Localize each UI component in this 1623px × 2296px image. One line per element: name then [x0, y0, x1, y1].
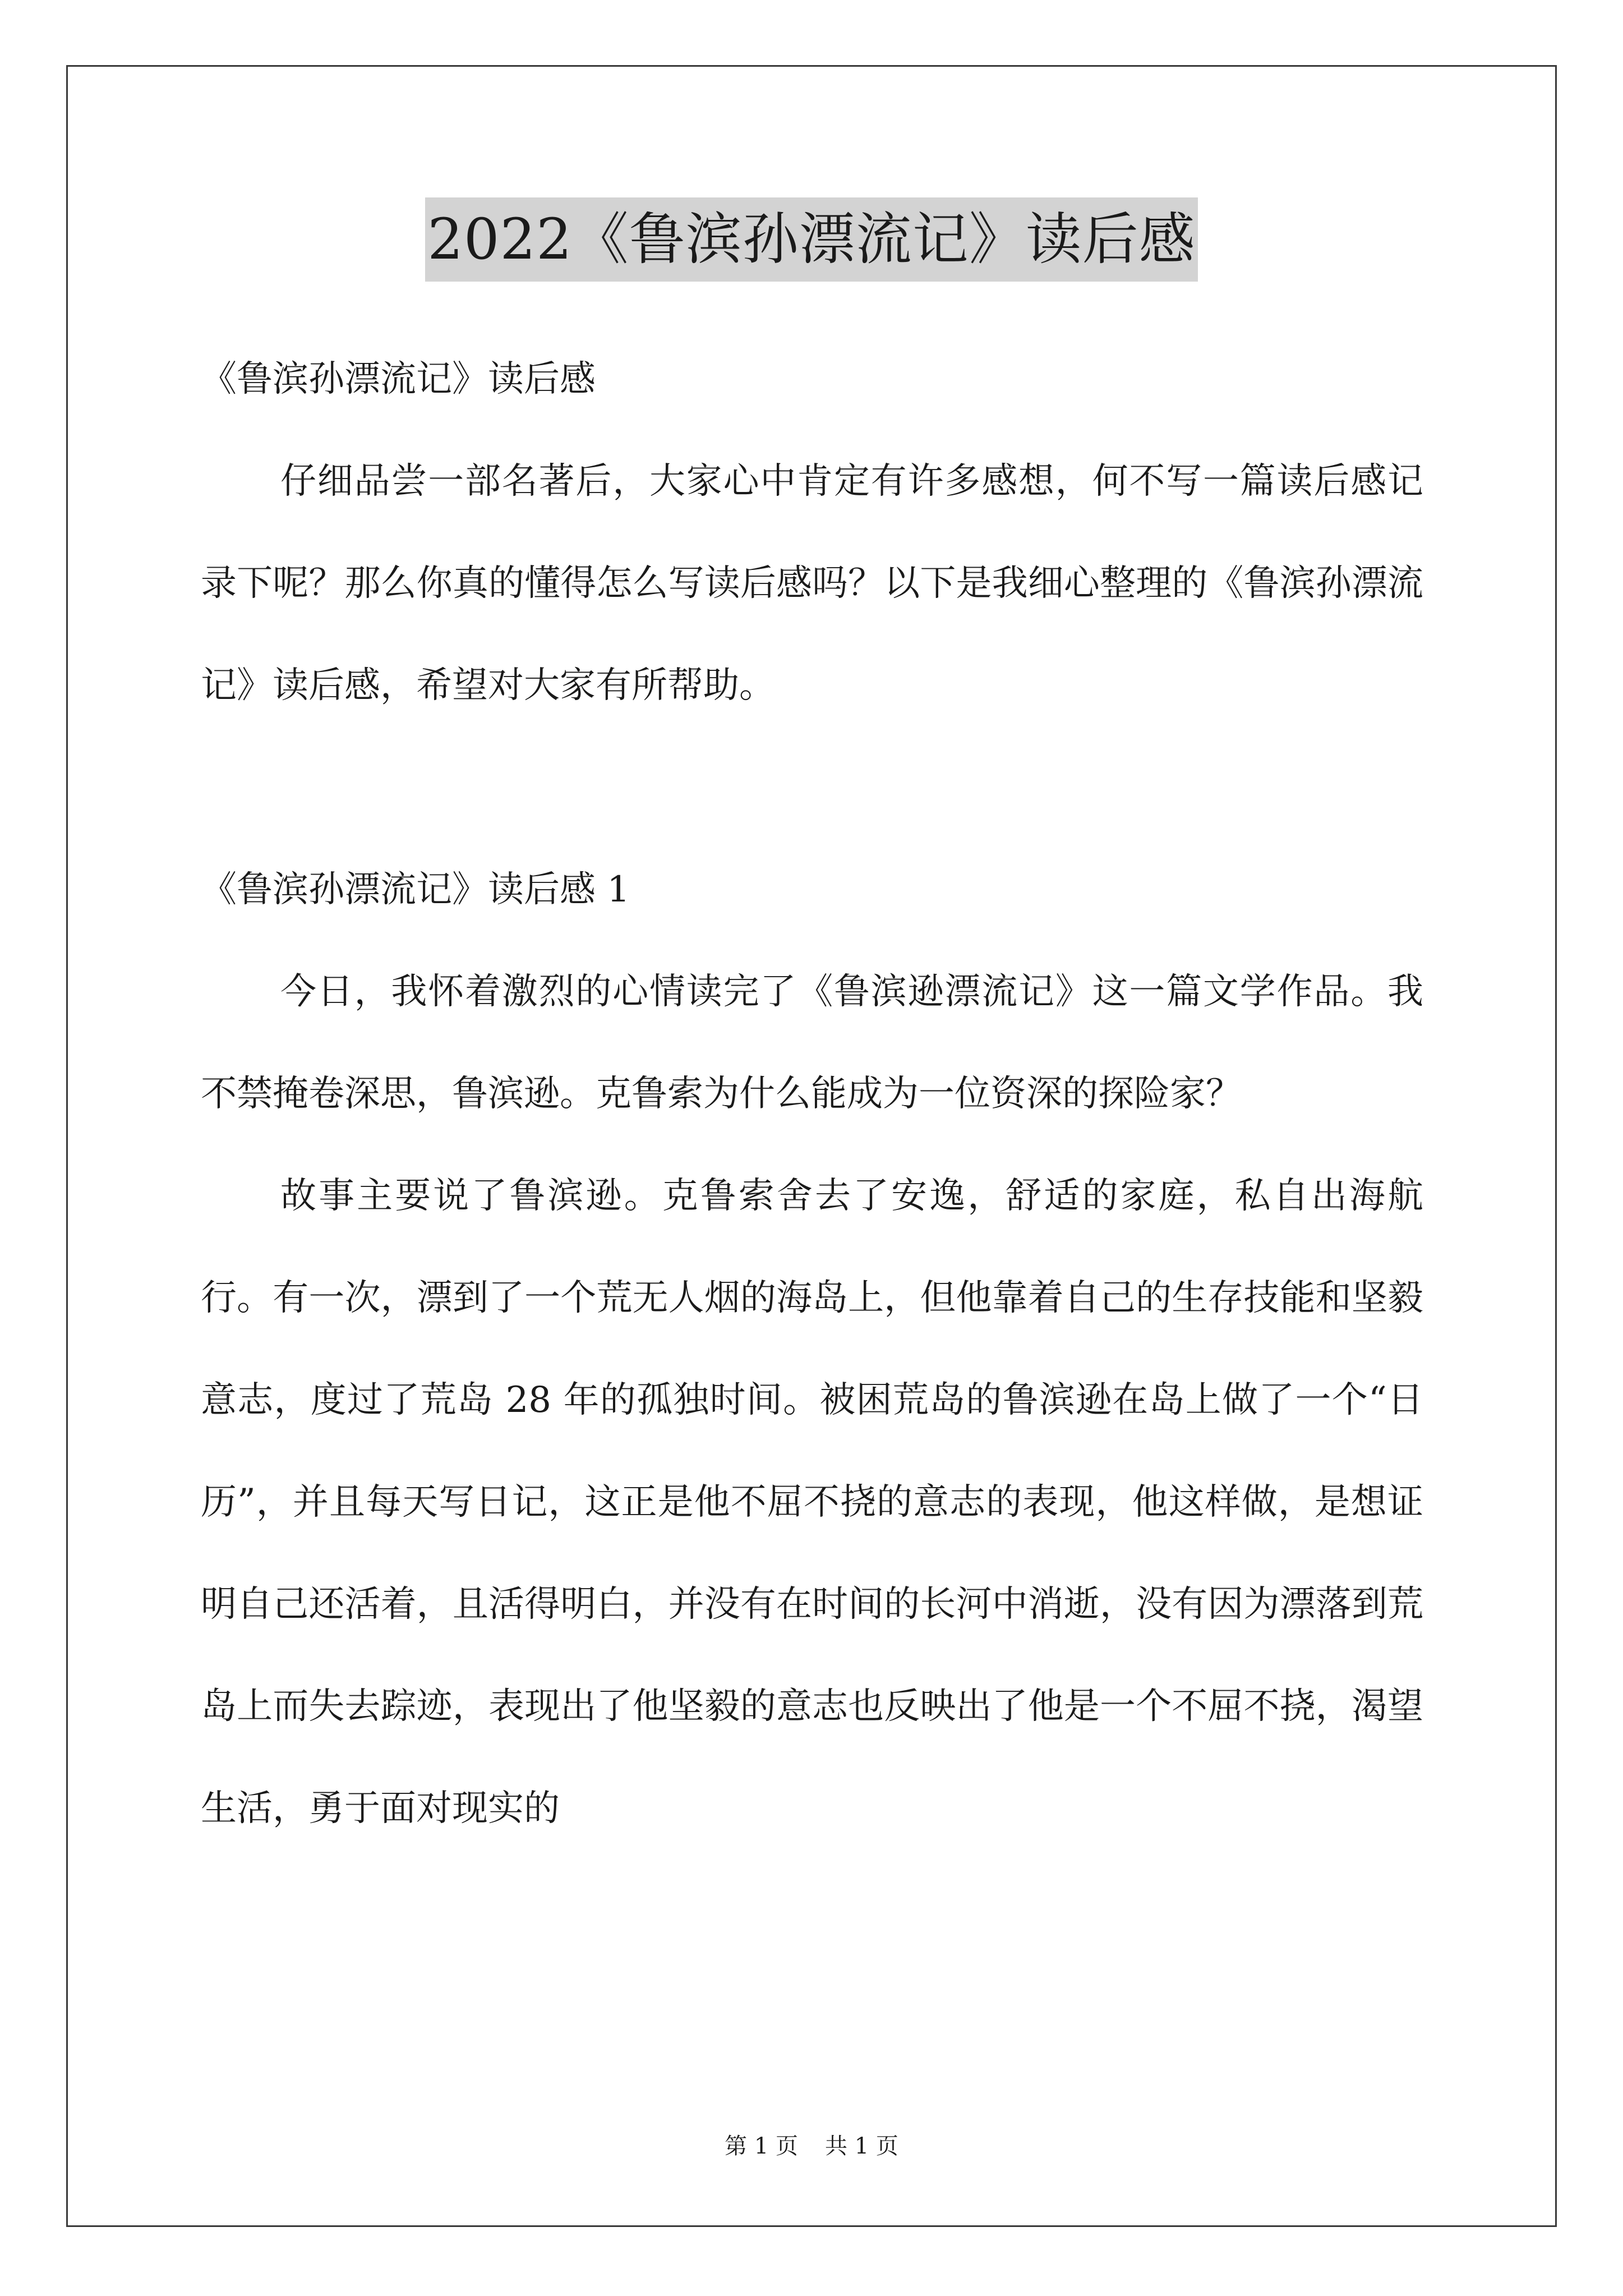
- intro-paragraph: 仔细品尝一部名著后，大家心中肯定有许多感想，何不写一篇读后感记录下呢？那么你真的懂得怎么写读后感吗？以下是我细心整理的《鲁滨孙漂流记》读后感，希望对大家有所帮助。: [201, 461, 1423, 706]
- section-heading: 《鲁滨孙漂流记》读后感 1: [201, 869, 630, 910]
- page-total: 共 1 页: [825, 2133, 898, 2159]
- page-footer: [0, 2129, 1623, 2163]
- body-paragraph: 今日，我怀着激烈的心情读完了《鲁滨逊漂流记》这一篇文学作品。我不禁掩卷深思，鲁滨逊。克鲁索为什么能成为一位资深的探险家？: [201, 971, 1423, 1115]
- title-container: [0, 197, 1623, 282]
- document-title: 2022《鲁滨孙漂流记》读后感: [425, 197, 1198, 282]
- document-body: [201, 328, 1423, 1860]
- body-paragraph: 故事主要说了鲁滨逊。克鲁索舍去了安逸，舒适的家庭，私自出海航行。有一次，漂到了一个荒无人烟的海岛上，但他靠着自己的生存技能和坚毅意志，度过了荒岛 28 年的孤独时间。被困荒岛的鲁滨逊在岛上做了一个“日历”，并且每天写日记，这正是他不屈不挠的意志的表现，他这样做，是想证明自己还活着，且活得明白，并没有在时间的长河中消逝，没有因为漂落到荒岛上而失去踪迹，表现出了他坚毅的意志也反映出了他是一个不屈不挠，渴望生活，勇于面对现实的: [201, 1175, 1423, 1829]
- blank-line: [201, 737, 1423, 839]
- document-subtitle: 《鲁滨孙漂流记》读后感: [201, 358, 596, 400]
- page-number: 第 1 页: [725, 2133, 798, 2159]
